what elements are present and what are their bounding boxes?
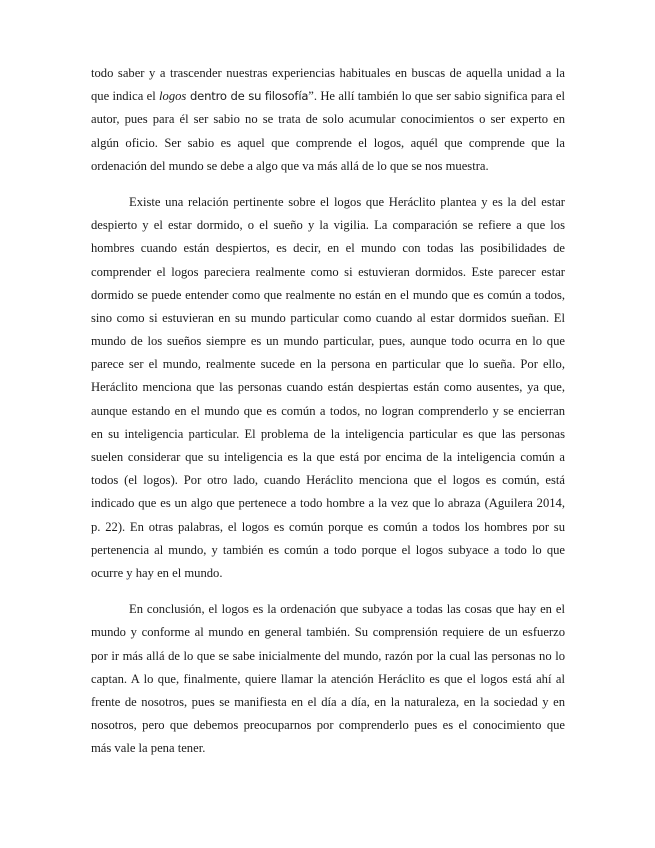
text-line: hombres cuando están despiertos, es decir, en el mundo con todas las posibilidades de [91,241,565,256]
text-line: pertenencia al mundo, y también es común a todo porque el logos subyace a todo lo que [91,542,565,557]
text-line: ordenación del mundo se debe a algo que va más allá de lo que se nos muestra. [91,158,489,173]
text-line: autor, pues para él ser sabio no se trata de solo acumular conocimientos o ser experto en [91,112,565,127]
quoted-phrase: dentro de su filosofía [186,89,309,104]
document-page [91,62,565,773]
text-line: indicado que es un algo que pertenece a todo hombre a la vez que lo abraza (Aguilera 2014, [91,496,565,511]
text-line: suelen considerar que su inteligencia es la que está por encima de la inteligencia común a [91,450,565,464]
text-line: despierto y el estar dormido, o el sueño y la vigilia. La comparación se refiere a que los [91,218,565,233]
text-run: ”. He allí también lo que ser sabio significa para el [308,89,566,104]
text-line: mundo y conforme al mundo en general también. Su comprensión requiere de un esfuerzo [91,625,565,640]
text-line: p. 22). En otras palabras, el logos es común porque es común a todos los hombres por su [91,519,565,534]
paragraph [91,598,565,760]
text-line: captan. A lo que, finalmente, quiere llamar la atención Heráclito es que el logos está ahí al [91,671,565,686]
text-line: mundo de los sueños siempre es un mundo particular, pues, aunque todo ocurra en lo que [91,334,565,349]
text-line: comprender el logos pareciera realmente como si estuvieran dormidos. Este parecer estar [91,264,565,279]
text-line: todo saber y a trascender nuestras experiencias habituales en buscas de aquella unidad a la [91,66,565,80]
text-line: por ir más allá de lo que se sabe inicialmente del mundo, razón por la cual las personas no lo [91,648,565,663]
text-line [91,85,565,108]
text-line: ocurre y hay en el mundo. [91,565,223,580]
text-line: dormido se puede entender como que realmente no están en el mundo que es común a todos, [91,287,565,302]
text-line: nosotros, pero que debemos preocuparnos por comprenderlo pues es el conocimiento que [91,718,565,733]
text-line: algún oficio. Ser sabio es aquel que comprende el logos, aquél que comprende que la [91,135,565,150]
text-line: sino como si estuvieran en su mundo particular como cuando al estar dormidos sueñan. El [91,310,565,325]
text-run: que indica el [91,89,160,104]
italic-term: logos [159,89,187,104]
text-line: todos (el logos). Por otro lado, cuando Heráclito menciona que el logos es común, está [91,473,565,488]
text-line: parece ser el mundo, realmente sucede en la persona en particular que lo sueña. Por ello, [91,357,565,372]
document-body [91,62,565,760]
text-line: Heráclito menciona que las personas cuando están despiertas están como ausentes, ya que, [91,380,565,395]
text-line: En conclusión, el logos es la ordenación que subyace a todas las cosas que hay en el [129,602,565,617]
text-line: Existe una relación pertinente sobre el logos que Heráclito plantea y es la del estar [129,194,565,209]
text-line: aunque estando en el mundo que es común a todos, no logran comprenderlo y se encierran [91,403,565,418]
text-line: más vale la pena tener. [91,741,206,756]
paragraph [91,62,565,178]
paragraph [91,191,565,585]
text-line: frente de nosotros, pues se manifiesta en el día a día, en la naturaleza, en la sociedad y en [91,694,565,709]
text-line: en su inteligencia particular. El problema de la inteligencia particular es que las personas [91,426,565,441]
